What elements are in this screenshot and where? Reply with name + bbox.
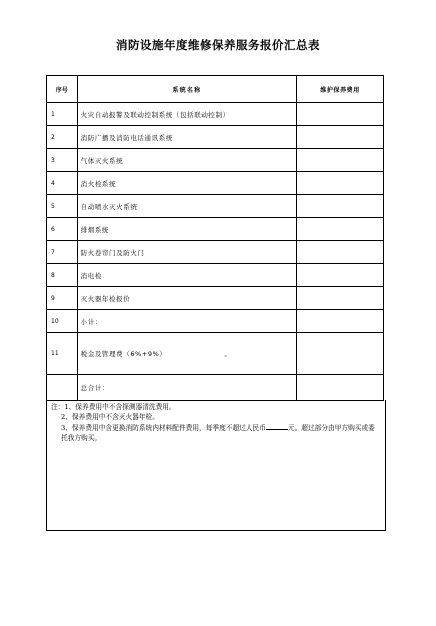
row-system-name: 气体灭火系统 <box>77 149 297 172</box>
row-serial: 2 <box>47 126 78 149</box>
total-row <box>47 375 384 401</box>
row-fee-cell[interactable] <box>297 126 384 149</box>
row-serial: 10 <box>47 310 78 333</box>
notes-box <box>46 400 386 531</box>
table-row <box>47 195 384 218</box>
row-system-name: 消防广播及消防电话通讯系统 <box>77 126 297 149</box>
header-maintenance-fee: 维护保养费用 <box>297 76 384 103</box>
tax-mark: 。 <box>224 350 232 358</box>
total-label: 总合计： <box>77 375 297 401</box>
tax-fee-cell[interactable] <box>297 333 384 375</box>
tax-row <box>47 333 384 375</box>
note-line-3-end: 元。超过部分由甲方购买或委托我方购买。 <box>61 424 375 442</box>
row-fee-cell[interactable] <box>297 103 384 126</box>
table-row <box>47 218 384 241</box>
header-system-name: 系统名称 <box>77 76 297 103</box>
table-row <box>47 149 384 172</box>
row-fee-cell[interactable] <box>297 264 384 287</box>
quote-summary-table <box>46 75 384 401</box>
row-fee-cell[interactable] <box>297 149 384 172</box>
row-system-name: 消电检 <box>77 264 297 287</box>
row-serial: 3 <box>47 149 78 172</box>
note-line-1: 注：1、保养费用中不含探测器清洗费用。 <box>51 403 176 411</box>
table-header-row <box>47 76 384 103</box>
subtotal-row <box>47 310 384 333</box>
row-fee-cell[interactable] <box>297 195 384 218</box>
table-row <box>47 287 384 310</box>
tax-label-cell <box>77 333 297 375</box>
tax-label: 税金及管理费（6%+9%） <box>80 350 167 358</box>
total-serial-cell <box>47 375 78 401</box>
row-serial: 1 <box>47 103 78 126</box>
table-row <box>47 241 384 264</box>
note-line-2: 2、保养费用中不含灭火器年检。 <box>61 413 159 421</box>
row-serial: 4 <box>47 172 78 195</box>
table-row <box>47 264 384 287</box>
row-system-name: 防火卷帘门及防火门 <box>77 241 297 264</box>
row-serial: 6 <box>47 218 78 241</box>
row-system-name: 灭火器年检报价 <box>77 287 297 310</box>
row-system-name: 火灾自动报警及联动控制系统（包括联动控制） <box>77 103 297 126</box>
table-row <box>47 103 384 126</box>
page-title: 消防设施年度维修保养服务报价汇总表 <box>116 38 320 52</box>
row-serial: 8 <box>47 264 78 287</box>
row-fee-cell[interactable] <box>297 218 384 241</box>
row-system-name: 消火栓系统 <box>77 172 297 195</box>
table-row <box>47 172 384 195</box>
row-fee-cell[interactable] <box>297 287 384 310</box>
row-system-name: 自动喷水灭火系统 <box>77 195 297 218</box>
row-serial: 11 <box>47 333 78 375</box>
header-serial: 序号 <box>47 76 78 103</box>
note-line-3-start: 3、保养费用中含更换消防系统内材料配件费用，每季度不超过人民币 <box>61 424 266 432</box>
note-line-3 <box>51 422 381 443</box>
row-fee-cell[interactable] <box>297 241 384 264</box>
row-serial: 9 <box>47 287 78 310</box>
total-fee-cell[interactable] <box>297 375 384 401</box>
row-system-name: 排烟系统 <box>77 218 297 241</box>
amount-blank[interactable] <box>266 422 288 430</box>
subtotal-fee-cell[interactable] <box>297 310 384 333</box>
row-fee-cell[interactable] <box>297 172 384 195</box>
subtotal-label: 小计： <box>77 310 297 333</box>
row-serial: 7 <box>47 241 78 264</box>
table-row <box>47 126 384 149</box>
row-serial: 5 <box>47 195 78 218</box>
